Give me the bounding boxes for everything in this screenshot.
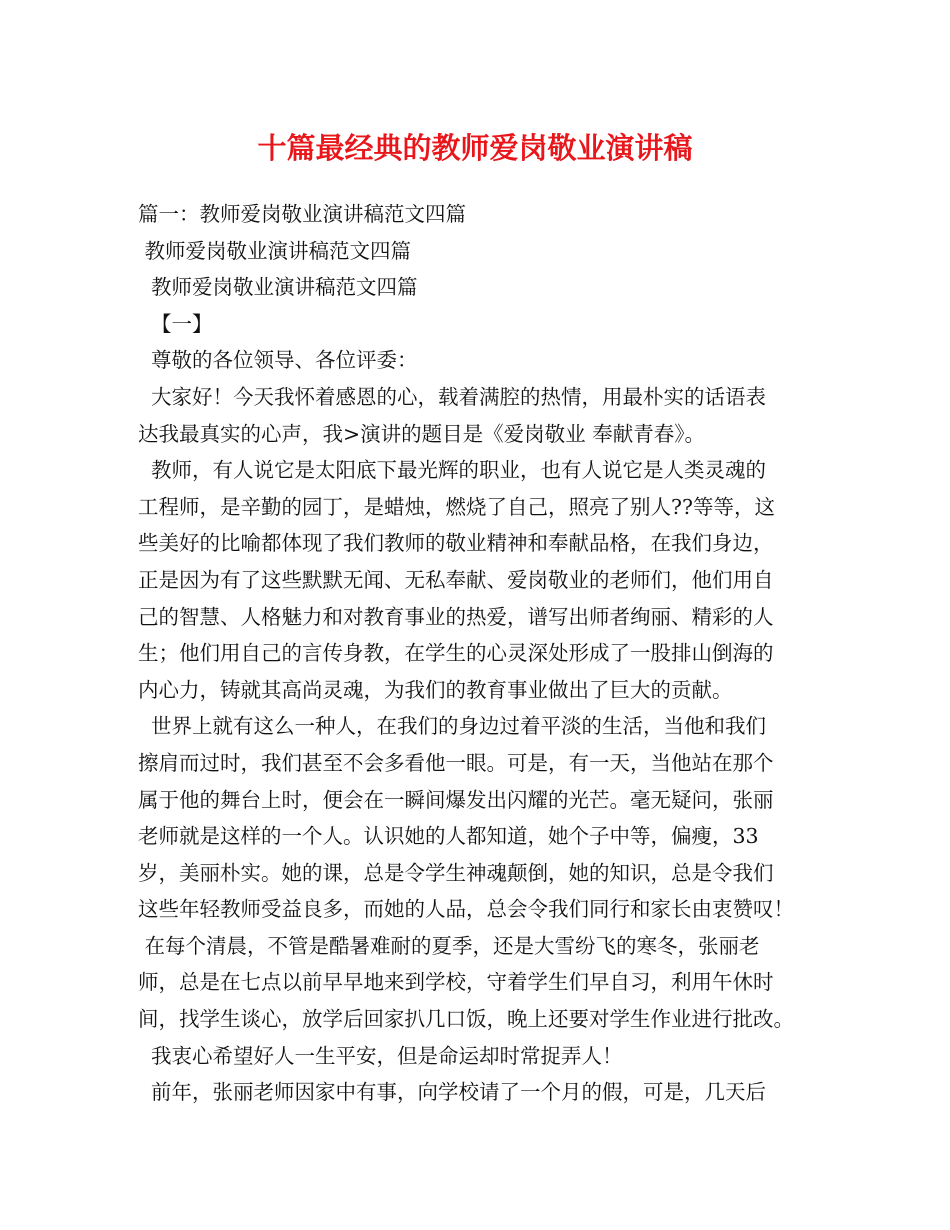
paragraph-line: 些美好的比喻都体现了我们教师的敬业精神和奉献品格，在我们身边， — [138, 531, 774, 556]
paragraph-line: 老师就是这样的一个人。认识她的人都知道，她个子中等，偏瘦，33 — [138, 824, 759, 849]
paragraph-line: 擦肩而过时，我们甚至不会多看他一眼。可是，有一天，当他站在那个 — [138, 750, 774, 775]
paragraph-line: 教师，有人说它是太阳底下最光辉的职业，也有人说它是人类灵魂的 — [138, 458, 767, 483]
paragraph-line: 篇一：教师爱岗敬业演讲稿范文四篇 — [138, 202, 466, 226]
paragraph-line: 教师爱岗敬业演讲稿范文四篇 — [138, 238, 412, 263]
paragraph-line: 间，找学生谈心，放学后回家扒几口饭，晚上还要对学生作业进行批改。 — [138, 1007, 794, 1032]
paragraph-line: 前年，张丽老师因家中有事，向学校请了一个月的假，可是，几天后 — [138, 1080, 767, 1105]
paragraph-line: 生；他们用自己的言传身教，在学生的心灵深处形成了一股排山倒海的 — [138, 641, 774, 666]
paragraph-line: 大家好！今天我怀着感恩的心，载着满腔的热情，用最朴实的话语表 — [138, 384, 767, 409]
paragraph-line: 内心力，铸就其高尚灵魂，为我们的教育事业做出了巨大的贡献。 — [138, 677, 733, 702]
document-body — [138, 196, 828, 1111]
paragraph-line: 【一】 — [138, 311, 213, 336]
paragraph-line: 世界上就有这么一种人，在我们的身边过着平淡的生活，当他和我们 — [138, 714, 767, 739]
paragraph-line: 岁，美丽朴实。她的课，总是令学生神魂颠倒，她的知识，总是令我们 — [138, 860, 774, 885]
paragraph-line: 己的智慧、人格魅力和对教育事业的热爱，谱写出师者绚丽、精彩的人 — [138, 604, 774, 629]
paragraph-line: 属于他的舞台上时，便会在一瞬间爆发出闪耀的光芒。毫无疑问，张丽 — [138, 787, 774, 812]
paragraph-line: 教师爱岗敬业演讲稿范文四篇 — [138, 275, 418, 300]
paragraph-line: 在每个清晨，不管是酷暑难耐的夏季，还是大雪纷飞的寒冬，张丽老 — [138, 933, 760, 958]
paragraph-line: 正是因为有了这些默默无闻、无私奉献、爱岗敬业的老师们，他们用自 — [138, 567, 774, 592]
paragraph-line: 师，总是在七点以前早早地来到学校，守着学生们早自习，利用午休时 — [138, 970, 774, 995]
paragraph-line: 这些年轻教师受益良多，而她的人品，总会令我们同行和家长由衷赞叹！ — [138, 897, 794, 922]
paragraph-line: 尊敬的各位领导、各位评委： — [138, 348, 418, 373]
paragraph-line: 工程师，是辛勤的园丁，是蜡烛，燃烧了自己，照亮了别人??等等，这 — [138, 494, 775, 519]
document-title: 十篇最经典的教师爱岗敬业演讲稿 — [257, 131, 693, 165]
paragraph-line: 我衷心希望好人一生平安，但是命运却时常捉弄人！ — [138, 1043, 623, 1068]
paragraph-line: 达我最真实的心声，我>演讲的题目是《爱岗敬业 奉献青春》。 — [138, 421, 705, 446]
